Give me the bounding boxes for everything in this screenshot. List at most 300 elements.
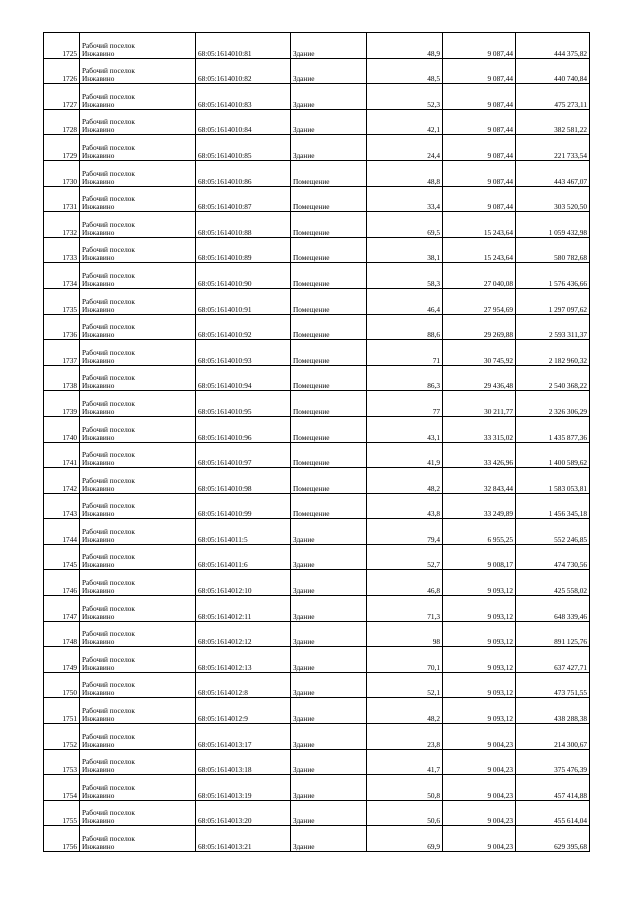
location-cell <box>80 724 196 750</box>
unit-price: 32 843,44 <box>443 468 516 494</box>
cadastral-number: 68:05:1614010:83 <box>196 84 291 110</box>
location-name: Инжавино <box>82 176 115 186</box>
location-type: Рабочий поселок <box>82 296 135 306</box>
location-cell <box>80 544 196 570</box>
location-name: Инжавино <box>82 662 115 672</box>
cadastral-number: 68:05:1614012:13 <box>196 647 291 673</box>
location-type: Рабочий поселок <box>82 270 135 280</box>
table-row <box>44 442 590 468</box>
unit-price: 9 093,12 <box>443 621 516 647</box>
location-type: Рабочий поселок <box>82 142 135 152</box>
location-name: Инжавино <box>82 48 115 58</box>
row-number: 1728 <box>44 109 80 135</box>
object-type: Помещение <box>291 493 367 519</box>
location-name: Инжавино <box>82 765 115 775</box>
unit-price: 15 243,64 <box>443 212 516 238</box>
location-cell <box>80 365 196 391</box>
location-name: Инжавино <box>82 150 115 160</box>
location-type: Рабочий поселок <box>82 373 135 383</box>
unit-price: 33 426,96 <box>443 442 516 468</box>
unit-price: 27 040,08 <box>443 263 516 289</box>
cadastral-number: 68:05:1614010:96 <box>196 416 291 442</box>
area-value: 24,4 <box>367 135 443 161</box>
unit-price: 9 087,44 <box>443 109 516 135</box>
location-type: Рабочий поселок <box>82 501 135 511</box>
area-value: 33,4 <box>367 186 443 212</box>
object-type: Помещение <box>291 263 367 289</box>
cadastral-value: 444 375,82 <box>516 33 590 59</box>
row-number: 1734 <box>44 263 80 289</box>
location-type: Рабочий поселок <box>82 680 135 690</box>
row-number: 1735 <box>44 288 80 314</box>
location-type: Рабочий поселок <box>82 526 135 536</box>
location-type: Рабочий поселок <box>82 424 135 434</box>
row-number: 1730 <box>44 160 80 186</box>
object-type: Здание <box>291 621 367 647</box>
row-number: 1737 <box>44 340 80 366</box>
location-cell <box>80 698 196 724</box>
location-name: Инжавино <box>82 330 115 340</box>
object-type: Здание <box>291 826 367 852</box>
location-name: Инжавино <box>82 125 115 135</box>
cadastral-value: 474 730,56 <box>516 544 590 570</box>
location-cell <box>80 237 196 263</box>
row-number: 1752 <box>44 724 80 750</box>
cadastral-number: 68:05:1614010:84 <box>196 109 291 135</box>
area-value: 50,6 <box>367 800 443 826</box>
row-number: 1755 <box>44 800 80 826</box>
location-cell <box>80 135 196 161</box>
table-row <box>44 288 590 314</box>
unit-price: 9 087,44 <box>443 33 516 59</box>
location-cell <box>80 800 196 826</box>
cadastral-number: 68:05:1614010:86 <box>196 160 291 186</box>
unit-price: 33 315,02 <box>443 416 516 442</box>
cadastral-number: 68:05:1614011:6 <box>196 544 291 570</box>
location-name: Инжавино <box>82 611 115 621</box>
object-type: Помещение <box>291 340 367 366</box>
unit-price: 9 087,44 <box>443 186 516 212</box>
cadastral-number: 68:05:1614010:94 <box>196 365 291 391</box>
area-value: 69,5 <box>367 212 443 238</box>
cadastral-number: 68:05:1614010:93 <box>196 340 291 366</box>
cadastral-value: 580 782,68 <box>516 237 590 263</box>
cadastral-number: 68:05:1614012:11 <box>196 596 291 622</box>
table-row <box>44 468 590 494</box>
row-number: 1738 <box>44 365 80 391</box>
location-name: Инжавино <box>82 278 115 288</box>
object-type: Здание <box>291 800 367 826</box>
row-number: 1729 <box>44 135 80 161</box>
unit-price: 9 093,12 <box>443 647 516 673</box>
location-cell <box>80 186 196 212</box>
object-type: Здание <box>291 672 367 698</box>
location-name: Инжавино <box>82 714 115 724</box>
row-number: 1740 <box>44 416 80 442</box>
unit-price: 9 087,44 <box>443 58 516 84</box>
location-type: Рабочий поселок <box>82 731 135 741</box>
object-type: Помещение <box>291 212 367 238</box>
location-type: Рабочий поселок <box>82 194 135 204</box>
location-cell <box>80 775 196 801</box>
row-number: 1753 <box>44 749 80 775</box>
row-number: 1743 <box>44 493 80 519</box>
location-cell <box>80 749 196 775</box>
area-value: 77 <box>367 391 443 417</box>
location-cell <box>80 570 196 596</box>
row-number: 1749 <box>44 647 80 673</box>
cadastral-value: 1 400 589,62 <box>516 442 590 468</box>
location-cell <box>80 84 196 110</box>
cadastral-value: 1 583 053,81 <box>516 468 590 494</box>
unit-price: 9 008,17 <box>443 544 516 570</box>
cadastral-number: 68:05:1614013:19 <box>196 775 291 801</box>
cadastral-value: 1 435 877,36 <box>516 416 590 442</box>
location-name: Инжавино <box>82 355 115 365</box>
cadastral-number: 68:05:1614010:81 <box>196 33 291 59</box>
area-value: 46,8 <box>367 570 443 596</box>
cadastral-number: 68:05:1614010:91 <box>196 288 291 314</box>
row-number: 1756 <box>44 826 80 852</box>
unit-price: 29 436,48 <box>443 365 516 391</box>
area-value: 48,2 <box>367 468 443 494</box>
location-type: Рабочий поселок <box>82 603 135 613</box>
area-value: 43,1 <box>367 416 443 442</box>
row-number: 1751 <box>44 698 80 724</box>
row-number: 1739 <box>44 391 80 417</box>
object-type: Здание <box>291 58 367 84</box>
location-cell <box>80 672 196 698</box>
location-cell <box>80 468 196 494</box>
area-value: 70,1 <box>367 647 443 673</box>
object-type: Здание <box>291 570 367 596</box>
object-type: Здание <box>291 33 367 59</box>
unit-price: 9 093,12 <box>443 698 516 724</box>
unit-price: 33 249,89 <box>443 493 516 519</box>
cadastral-value: 425 558,02 <box>516 570 590 596</box>
cadastral-number: 68:05:1614010:95 <box>196 391 291 417</box>
cadastral-number: 68:05:1614010:82 <box>196 58 291 84</box>
object-type: Помещение <box>291 186 367 212</box>
row-number: 1726 <box>44 58 80 84</box>
cadastral-value: 455 614,04 <box>516 800 590 826</box>
table-row <box>44 212 590 238</box>
row-number: 1746 <box>44 570 80 596</box>
unit-price: 29 269,88 <box>443 314 516 340</box>
location-type: Рабочий поселок <box>82 834 135 843</box>
object-type: Помещение <box>291 442 367 468</box>
row-number: 1736 <box>44 314 80 340</box>
area-value: 41,7 <box>367 749 443 775</box>
area-value: 48,8 <box>367 160 443 186</box>
location-cell <box>80 160 196 186</box>
location-cell <box>80 58 196 84</box>
location-type: Рабочий поселок <box>82 706 135 716</box>
location-name: Инжавино <box>82 816 115 826</box>
table-row <box>44 365 590 391</box>
table-row <box>44 109 590 135</box>
area-value: 52,7 <box>367 544 443 570</box>
area-value: 86,3 <box>367 365 443 391</box>
cadastral-value: 2 326 306,29 <box>516 391 590 417</box>
cadastral-value: 303 520,50 <box>516 186 590 212</box>
cadastral-value: 637 427,71 <box>516 647 590 673</box>
location-cell <box>80 826 196 852</box>
object-type: Помещение <box>291 314 367 340</box>
location-name: Инжавино <box>82 688 115 698</box>
location-type: Рабочий поселок <box>82 245 135 255</box>
location-type: Рабочий поселок <box>82 40 135 50</box>
location-cell <box>80 391 196 417</box>
unit-price: 30 211,77 <box>443 391 516 417</box>
location-type: Рабочий поселок <box>82 475 135 485</box>
location-name: Инжавино <box>82 406 115 416</box>
location-name: Инжавино <box>82 458 115 468</box>
location-name: Инжавино <box>82 432 115 442</box>
cadastral-value: 375 476,39 <box>516 749 590 775</box>
location-type: Рабочий поселок <box>82 91 135 101</box>
object-type: Здание <box>291 519 367 545</box>
table-body <box>44 33 590 852</box>
cadastral-number: 68:05:1614010:89 <box>196 237 291 263</box>
cadastral-number: 68:05:1614010:99 <box>196 493 291 519</box>
table-row <box>44 58 590 84</box>
cadastral-value: 457 414,88 <box>516 775 590 801</box>
cadastral-number: 68:05:1614012:10 <box>196 570 291 596</box>
object-type: Помещение <box>291 416 367 442</box>
location-cell <box>80 109 196 135</box>
object-type: Помещение <box>291 468 367 494</box>
unit-price: 30 745,92 <box>443 340 516 366</box>
cadastral-number: 68:05:1614011:5 <box>196 519 291 545</box>
cadastral-number: 68:05:1614010:92 <box>196 314 291 340</box>
location-name: Инжавино <box>82 253 115 263</box>
row-number: 1732 <box>44 212 80 238</box>
location-type: Рабочий поселок <box>82 654 135 664</box>
cadastral-number: 68:05:1614013:21 <box>196 826 291 852</box>
unit-price: 9 087,44 <box>443 135 516 161</box>
area-value: 41,9 <box>367 442 443 468</box>
cadastral-value: 1 456 345,18 <box>516 493 590 519</box>
row-number: 1725 <box>44 33 80 59</box>
cadastral-number: 68:05:1614013:17 <box>196 724 291 750</box>
area-value: 52,3 <box>367 84 443 110</box>
location-name: Инжавино <box>82 483 115 493</box>
area-value: 79,4 <box>367 519 443 545</box>
location-cell <box>80 340 196 366</box>
row-number: 1747 <box>44 596 80 622</box>
cadastral-number: 68:05:1614010:87 <box>196 186 291 212</box>
cadastral-value: 1 059 432,98 <box>516 212 590 238</box>
cadastral-value: 629 395,68 <box>516 826 590 852</box>
row-number: 1744 <box>44 519 80 545</box>
cadastral-value: 475 273,11 <box>516 84 590 110</box>
location-cell <box>80 263 196 289</box>
location-name: Инжавино <box>82 509 115 519</box>
object-type: Помещение <box>291 237 367 263</box>
cadastral-number: 68:05:1614010:97 <box>196 442 291 468</box>
table-row <box>44 416 590 442</box>
table-row <box>44 800 590 826</box>
object-type: Здание <box>291 544 367 570</box>
unit-price: 15 243,64 <box>443 237 516 263</box>
table-row <box>44 391 590 417</box>
table-row <box>44 647 590 673</box>
area-value: 48,2 <box>367 698 443 724</box>
table-row <box>44 698 590 724</box>
location-type: Рабочий поселок <box>82 629 135 639</box>
area-value: 23,8 <box>367 724 443 750</box>
row-number: 1733 <box>44 237 80 263</box>
location-type: Рабочий поселок <box>82 347 135 357</box>
location-cell <box>80 519 196 545</box>
row-number: 1748 <box>44 621 80 647</box>
area-value: 71 <box>367 340 443 366</box>
cadastral-value: 438 288,38 <box>516 698 590 724</box>
cadastral-number: 68:05:1614010:90 <box>196 263 291 289</box>
cadastral-number: 68:05:1614012:9 <box>196 698 291 724</box>
area-value: 69,9 <box>367 826 443 852</box>
unit-price: 9 093,12 <box>443 596 516 622</box>
table-row <box>44 775 590 801</box>
cadastral-number: 68:05:1614013:20 <box>196 800 291 826</box>
cadastral-value: 2 593 311,37 <box>516 314 590 340</box>
table-row <box>44 340 590 366</box>
table-row <box>44 826 590 852</box>
cadastral-number: 68:05:1614012:8 <box>196 672 291 698</box>
cadastral-number: 68:05:1614012:12 <box>196 621 291 647</box>
unit-price: 9 004,23 <box>443 775 516 801</box>
area-value: 88,6 <box>367 314 443 340</box>
table-row <box>44 135 590 161</box>
object-type: Здание <box>291 109 367 135</box>
area-value: 48,9 <box>367 33 443 59</box>
row-number: 1741 <box>44 442 80 468</box>
unit-price: 9 004,23 <box>443 826 516 852</box>
location-type: Рабочий поселок <box>82 117 135 127</box>
row-number: 1754 <box>44 775 80 801</box>
object-type: Здание <box>291 724 367 750</box>
cadastral-value: 1 576 436,66 <box>516 263 590 289</box>
cadastral-number: 68:05:1614010:98 <box>196 468 291 494</box>
location-cell <box>80 647 196 673</box>
unit-price: 9 093,12 <box>443 570 516 596</box>
location-type: Рабочий поселок <box>82 578 135 588</box>
object-type: Здание <box>291 84 367 110</box>
object-type: Помещение <box>291 391 367 417</box>
table-row <box>44 263 590 289</box>
area-value: 46,4 <box>367 288 443 314</box>
location-type: Рабочий поселок <box>82 219 135 229</box>
object-type: Здание <box>291 775 367 801</box>
location-cell <box>80 33 196 59</box>
area-value: 42,1 <box>367 109 443 135</box>
unit-price: 9 004,23 <box>443 724 516 750</box>
cadastral-value: 382 581,22 <box>516 109 590 135</box>
cadastral-value: 473 751,55 <box>516 672 590 698</box>
area-value: 52,1 <box>367 672 443 698</box>
location-type: Рабочий поселок <box>82 322 135 332</box>
location-type: Рабочий поселок <box>82 552 135 562</box>
object-type: Здание <box>291 698 367 724</box>
table-row <box>44 493 590 519</box>
table-row <box>44 621 590 647</box>
location-type: Рабочий поселок <box>82 398 135 408</box>
cadastral-value: 1 297 097,62 <box>516 288 590 314</box>
cadastral-value: 648 339,46 <box>516 596 590 622</box>
object-type: Здание <box>291 135 367 161</box>
table-row <box>44 544 590 570</box>
object-type: Здание <box>291 647 367 673</box>
unit-price: 9 087,44 <box>443 84 516 110</box>
location-name: Инжавино <box>82 560 115 570</box>
cadastral-value: 440 740,84 <box>516 58 590 84</box>
location-type: Рабочий поселок <box>82 782 135 792</box>
location-type: Рабочий поселок <box>82 757 135 767</box>
object-type: Помещение <box>291 365 367 391</box>
property-register-table <box>43 32 590 852</box>
table-row <box>44 724 590 750</box>
location-type: Рабочий поселок <box>82 168 135 178</box>
location-name: Инжавино <box>82 586 115 596</box>
row-number: 1745 <box>44 544 80 570</box>
table-row <box>44 237 590 263</box>
location-type: Рабочий поселок <box>82 450 135 460</box>
table-row <box>44 160 590 186</box>
area-value: 48,5 <box>367 58 443 84</box>
cadastral-number: 68:05:1614013:18 <box>196 749 291 775</box>
object-type: Здание <box>291 596 367 622</box>
location-name: Инжавино <box>82 842 115 851</box>
table-row <box>44 519 590 545</box>
location-cell <box>80 288 196 314</box>
location-cell <box>80 442 196 468</box>
cadastral-number: 68:05:1614010:85 <box>196 135 291 161</box>
unit-price: 27 954,69 <box>443 288 516 314</box>
area-value: 38,1 <box>367 237 443 263</box>
location-cell <box>80 596 196 622</box>
location-name: Инжавино <box>82 637 115 647</box>
location-cell <box>80 621 196 647</box>
unit-price: 9 004,23 <box>443 749 516 775</box>
area-value: 58,3 <box>367 263 443 289</box>
unit-price: 9 093,12 <box>443 672 516 698</box>
location-name: Инжавино <box>82 304 115 314</box>
location-type: Рабочий поселок <box>82 66 135 76</box>
location-name: Инжавино <box>82 99 115 109</box>
cadastral-value: 214 300,67 <box>516 724 590 750</box>
location-name: Инжавино <box>82 227 115 237</box>
area-value: 50,8 <box>367 775 443 801</box>
location-type: Рабочий поселок <box>82 808 135 818</box>
table-row <box>44 33 590 59</box>
table-row <box>44 570 590 596</box>
unit-price: 6 955,25 <box>443 519 516 545</box>
table-row <box>44 672 590 698</box>
table-row <box>44 84 590 110</box>
cadastral-value: 221 733,54 <box>516 135 590 161</box>
location-name: Инжавино <box>82 534 115 544</box>
location-cell <box>80 416 196 442</box>
location-cell <box>80 314 196 340</box>
cadastral-value: 443 467,07 <box>516 160 590 186</box>
area-value: 71,3 <box>367 596 443 622</box>
object-type: Здание <box>291 749 367 775</box>
location-name: Инжавино <box>82 790 115 800</box>
row-number: 1742 <box>44 468 80 494</box>
row-number: 1750 <box>44 672 80 698</box>
area-value: 98 <box>367 621 443 647</box>
